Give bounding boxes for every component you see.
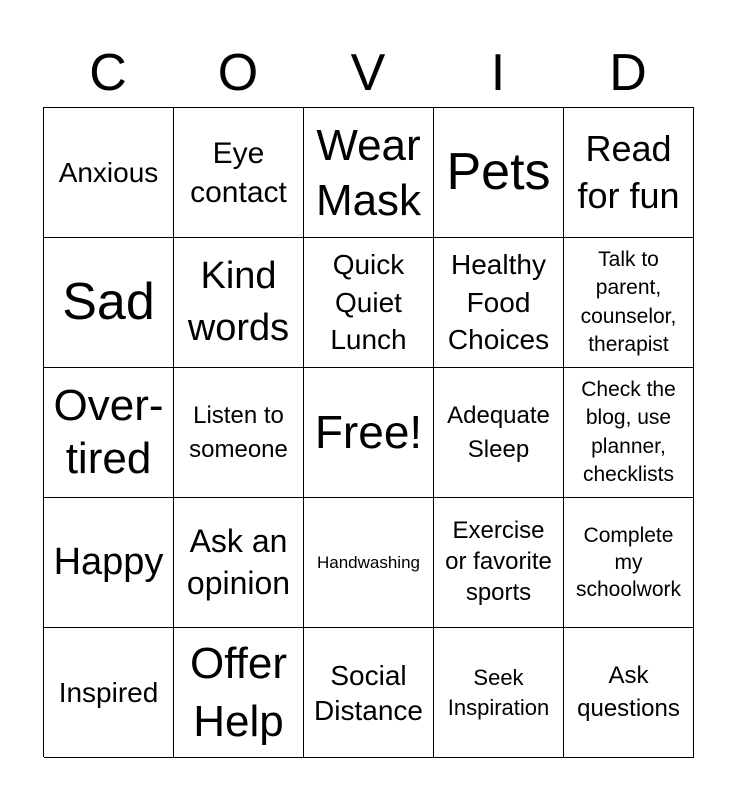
bingo-cell[interactable] bbox=[44, 108, 174, 238]
cell-text: Wear Mask bbox=[315, 120, 422, 225]
bingo-board bbox=[43, 107, 694, 757]
cell-text: Healthy Food Choices bbox=[447, 248, 550, 356]
cell-text: Happy bbox=[53, 540, 164, 583]
bingo-cell[interactable] bbox=[44, 368, 174, 498]
bingo-cell[interactable] bbox=[564, 498, 694, 628]
header-letter-c: C bbox=[89, 44, 127, 102]
bingo-cell[interactable] bbox=[564, 368, 694, 498]
header-letter-i: I bbox=[490, 44, 506, 102]
cell-text: Complete my schoolwork bbox=[575, 523, 682, 602]
bingo-cell[interactable] bbox=[174, 108, 304, 238]
cell-text: Ask an opinion bbox=[186, 522, 291, 601]
bingo-cell[interactable] bbox=[174, 238, 304, 368]
bingo-cell[interactable] bbox=[304, 498, 434, 628]
bingo-cell[interactable] bbox=[44, 628, 174, 758]
cell-text: Exercise or favorite sports bbox=[445, 517, 552, 606]
bingo-cell[interactable] bbox=[564, 238, 694, 368]
bingo-cell[interactable] bbox=[564, 628, 694, 758]
cell-text: Read for fun bbox=[577, 127, 680, 216]
bingo-cell[interactable] bbox=[174, 498, 304, 628]
bingo-cell[interactable] bbox=[174, 368, 304, 498]
bingo-cell[interactable] bbox=[174, 628, 304, 758]
header-letter-d: D bbox=[609, 44, 647, 102]
cell-text: Free! bbox=[314, 405, 423, 458]
cell-text: Anxious bbox=[58, 156, 159, 188]
bingo-cell[interactable] bbox=[434, 628, 564, 758]
bingo-cell[interactable] bbox=[564, 108, 694, 238]
cell-text: Pets bbox=[446, 143, 551, 202]
cell-text: Over- tired bbox=[53, 380, 164, 483]
cell-text: Kind words bbox=[187, 255, 290, 349]
cell-text: Offer Help bbox=[189, 639, 287, 746]
bingo-header bbox=[43, 40, 693, 106]
cell-text: Seek Inspiration bbox=[447, 664, 550, 720]
cell-text: Ask questions bbox=[577, 662, 680, 722]
header-letter-v: V bbox=[350, 44, 386, 102]
cell-text: Inspired bbox=[58, 676, 159, 708]
bingo-cell[interactable] bbox=[44, 238, 174, 368]
bingo-cell[interactable] bbox=[434, 498, 564, 628]
cell-text: Listen to someone bbox=[189, 401, 288, 463]
bingo-cell[interactable] bbox=[434, 108, 564, 238]
cell-text: Quick Quiet Lunch bbox=[330, 248, 407, 356]
bingo-cell[interactable] bbox=[304, 628, 434, 758]
cell-text: Handwashing bbox=[316, 553, 420, 572]
cell-text: Adequate Sleep bbox=[447, 401, 550, 463]
bingo-cell[interactable] bbox=[304, 368, 434, 498]
header-letter-o: O bbox=[217, 44, 259, 102]
bingo-cell[interactable] bbox=[434, 368, 564, 498]
cell-text: Check the blog, use planner, checklists bbox=[581, 377, 676, 486]
bingo-cell[interactable] bbox=[304, 108, 434, 238]
bingo-cell[interactable] bbox=[304, 238, 434, 368]
cell-text: Social Distance bbox=[314, 659, 423, 726]
cell-text: Talk to parent, counselor, therapist bbox=[580, 247, 677, 356]
cell-text: Eye contact bbox=[190, 136, 287, 209]
bingo-cell[interactable] bbox=[44, 498, 174, 628]
cell-text: Sad bbox=[62, 273, 155, 332]
bingo-cell[interactable] bbox=[434, 238, 564, 368]
